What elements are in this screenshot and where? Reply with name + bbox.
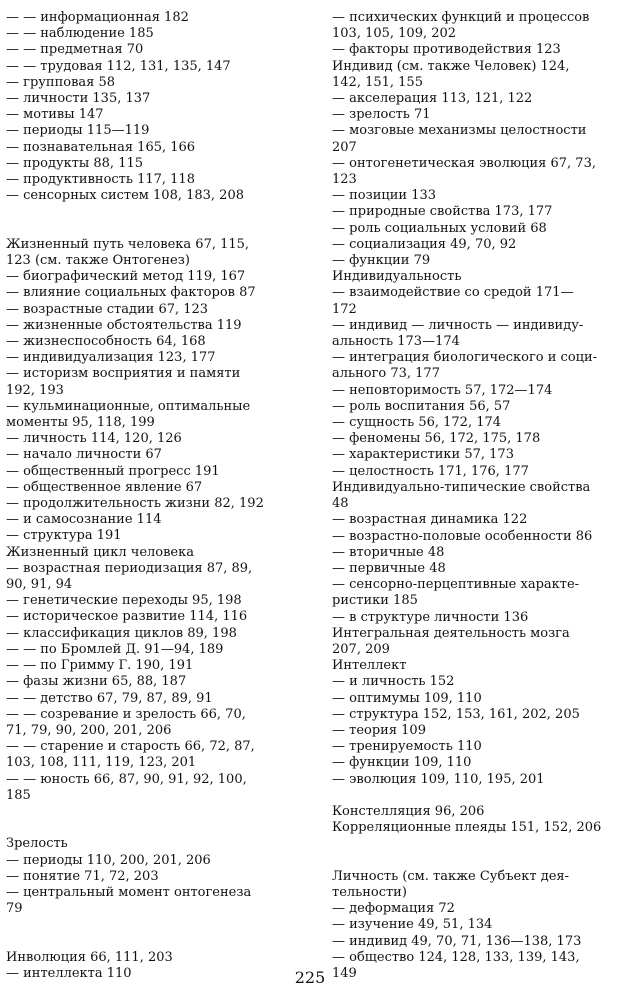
- index-subentry: — — старение и старость 66, 72, 87,: [6, 739, 255, 755]
- index-entry: Корреляционные плеяды 151, 152, 206: [332, 820, 602, 836]
- index-subentry: — личности 135, 137: [6, 91, 151, 107]
- index-subentry: — — предметная 70: [6, 42, 144, 58]
- index-subentry: — возрастная периодизация 87, 89,: [6, 560, 253, 576]
- index-subentry: — — созревание и зрелость 66, 70,: [6, 706, 246, 722]
- index-subentry: — социализация 49, 70, 92: [332, 236, 517, 252]
- index-subentry: — возрастно-половые особенности 86: [332, 528, 593, 544]
- index-subentry: — теория 109: [332, 722, 426, 738]
- index-subentry: — общественное явление 67: [6, 479, 203, 495]
- index-entry: 207, 209: [332, 641, 390, 657]
- index-subentry: — возрастная динамика 122: [332, 512, 528, 528]
- index-subentry: — — трудовая 112, 131, 135, 147: [6, 58, 231, 74]
- index-subentry: — продукты 88, 115: [6, 155, 144, 171]
- index-subentry: — структура 191: [6, 528, 122, 544]
- index-subentry: — тренируемость 110: [332, 739, 482, 755]
- index-entry: Констелляция 96, 206: [332, 803, 485, 819]
- blank-line: [6, 820, 304, 836]
- index-subentry: — мозговые механизмы целостности: [332, 123, 587, 139]
- index-subentry: — познавательная 165, 166: [6, 139, 196, 155]
- index-subentry: — возрастные стадии 67, 123: [6, 301, 209, 317]
- index-entry: ального 73, 177: [332, 366, 440, 382]
- index-subentry: — историческое развитие 114, 116: [6, 609, 248, 625]
- index-subentry: — сенсорно-перцептивные характе-: [332, 577, 580, 593]
- blank-line: [332, 788, 616, 804]
- index-subentry: — онтогенетическая эволюция 67, 73,: [332, 155, 596, 171]
- index-subentry: — кульминационные, оптимальные: [6, 398, 251, 414]
- index-subentry: — общество 124, 128, 133, 139, 143,: [332, 949, 580, 965]
- index-subentry: — психических функций и процессов: [332, 10, 590, 25]
- index-subentry: — классификация циклов 89, 198: [6, 625, 237, 641]
- index-subentry: — общественный прогресс 191: [6, 463, 220, 479]
- index-entry: 149: [332, 965, 357, 981]
- index-subentry: — оптимумы 109, 110: [332, 690, 482, 706]
- index-entry: 185: [6, 787, 31, 803]
- index-entry: Жизненный цикл человека: [6, 544, 194, 560]
- index-subentry: — групповая 58: [6, 74, 116, 90]
- index-entry: моменты 95, 118, 199: [6, 415, 155, 431]
- index-subentry: — фазы жизни 65, 88, 187: [6, 674, 187, 690]
- index-column-right: [332, 10, 616, 982]
- index-subentry: — акселерация 113, 121, 122: [332, 91, 533, 107]
- index-subentry: — мотивы 147: [6, 107, 104, 123]
- index-subentry: — влияние социальных факторов 87: [6, 285, 256, 301]
- index-subentry: — начало личности 67: [6, 447, 162, 463]
- index-subentry: — роль социальных условий 68: [332, 220, 547, 236]
- index-entry: Жизненный путь человека 67, 115,: [6, 236, 250, 252]
- index-subentry: — сущность 56, 172, 174: [332, 415, 502, 431]
- index-subentry: — продуктивность 117, 118: [6, 172, 195, 188]
- index-entry: 103, 105, 109, 202: [332, 26, 457, 42]
- blank-line: [6, 917, 304, 933]
- index-subentry: — жизнеспособность 64, 168: [6, 334, 206, 350]
- index-subentry: — роль воспитания 56, 57: [332, 398, 511, 414]
- index-entry: Личность (см. также Субъект дея-: [332, 868, 569, 884]
- index-subentry: — личность 114, 120, 126: [6, 431, 182, 447]
- index-subentry: — в структуре личности 136: [332, 609, 529, 625]
- blank-line: [332, 853, 616, 869]
- index-subentry: — — наблюдение 185: [6, 26, 154, 42]
- index-subentry: — — детство 67, 79, 87, 89, 91: [6, 690, 213, 706]
- index-entry: ристики 185: [332, 593, 418, 609]
- index-subentry: — периоды 115—119: [6, 123, 150, 139]
- index-entry: 71, 79, 90, 200, 201, 206: [6, 722, 172, 738]
- index-subentry: — интеграция биологического и соци-: [332, 350, 598, 366]
- index-subentry: — интеллекта 110: [6, 965, 132, 981]
- index-subentry: — феномены 56, 172, 175, 178: [332, 431, 541, 447]
- index-entry: Индивидуально-типические свойства: [332, 479, 591, 495]
- index-subentry: — генетические переходы 95, 198: [6, 593, 242, 609]
- index-subentry: — и личность 152: [332, 674, 455, 690]
- index-subentry: — сенсорных систем 108, 183, 208: [6, 188, 244, 204]
- index-subentry: — изучение 49, 51, 134: [332, 917, 493, 933]
- index-subentry: — эволюция 109, 110, 195, 201: [332, 771, 545, 787]
- index-subentry: — факторы противодействия 123: [332, 42, 561, 58]
- index-subentry: — периоды 110, 200, 201, 206: [6, 852, 211, 868]
- index-entry: 123: [332, 172, 357, 188]
- index-subentry: — неповторимость 57, 172—174: [332, 382, 553, 398]
- index-entry: Инволюция 66, 111, 203: [6, 949, 173, 965]
- index-subentry: — понятие 71, 72, 203: [6, 868, 159, 884]
- index-entry: Зрелость: [6, 836, 68, 852]
- index-entry: 192, 193: [6, 382, 64, 398]
- index-subentry: — и самосознание 114: [6, 512, 162, 528]
- index-subentry: — — по Гримму Г. 190, 191: [6, 658, 194, 674]
- index-subentry: — деформация 72: [332, 901, 455, 917]
- index-entry: 142, 151, 155: [332, 74, 423, 90]
- index-subentry: — историзм восприятия и памяти: [6, 366, 241, 382]
- index-entry: Индивид (см. также Человек) 124,: [332, 58, 570, 74]
- index-entry: 79: [6, 901, 23, 917]
- index-entry: 103, 108, 111, 119, 123, 201: [6, 755, 197, 771]
- index-subentry: — — информационная 182: [6, 10, 189, 25]
- index-subentry: — индивид — личность — индивиду-: [332, 317, 584, 333]
- index-subentry: — функции 79: [332, 253, 431, 269]
- index-subentry: — вторичные 48: [332, 544, 445, 560]
- blank-line: [6, 934, 304, 950]
- index-column-left: [6, 10, 304, 982]
- index-entry: тельности): [332, 884, 407, 900]
- index-entry: 90, 91, 94: [6, 577, 73, 593]
- index-subentry: — индивидуализация 123, 177: [6, 350, 216, 366]
- index-subentry: — — по Бромлей Д. 91—94, 189: [6, 641, 224, 657]
- index-subentry: — целостность 171, 176, 177: [332, 463, 529, 479]
- index-subentry: — характеристики 57, 173: [332, 447, 514, 463]
- index-subentry: — первичные 48: [332, 560, 446, 576]
- index-entry: 123 (см. также Онтогенез): [6, 253, 190, 269]
- index-subentry: — жизненные обстоятельства 119: [6, 317, 242, 333]
- index-subentry: — — юность 66, 87, 90, 91, 92, 100,: [6, 771, 247, 787]
- index-subentry: — индивид 49, 70, 71, 136—138, 173: [332, 933, 582, 949]
- blank-line: [6, 204, 304, 220]
- index-entry: Индивидуальность: [332, 269, 462, 285]
- index-entry: 172: [332, 301, 357, 317]
- index-entry: 48: [332, 496, 349, 512]
- index-entry: альность 173—174: [332, 334, 460, 350]
- index-entry: Интеллект: [332, 658, 407, 674]
- index-entry: 207: [332, 139, 357, 155]
- page-number: 225: [294, 968, 326, 987]
- blank-line: [332, 836, 616, 852]
- blank-line: [6, 221, 304, 237]
- index-subentry: — структура 152, 153, 161, 202, 205: [332, 706, 580, 722]
- index-subentry: — биографический метод 119, 167: [6, 269, 246, 285]
- index-subentry: — взаимодействие со средой 171—: [332, 285, 574, 301]
- index-entry: Интегральная деятельность мозга: [332, 625, 570, 641]
- index-subentry: — функции 109, 110: [332, 755, 472, 771]
- index-subentry: — центральный момент онтогенеза: [6, 884, 252, 900]
- index-subentry: — позиции 133: [332, 188, 437, 204]
- index-subentry: — продолжительность жизни 82, 192: [6, 496, 264, 512]
- blank-line: [6, 804, 304, 820]
- index-subentry: — зрелость 71: [332, 107, 431, 123]
- index-subentry: — природные свойства 173, 177: [332, 204, 553, 220]
